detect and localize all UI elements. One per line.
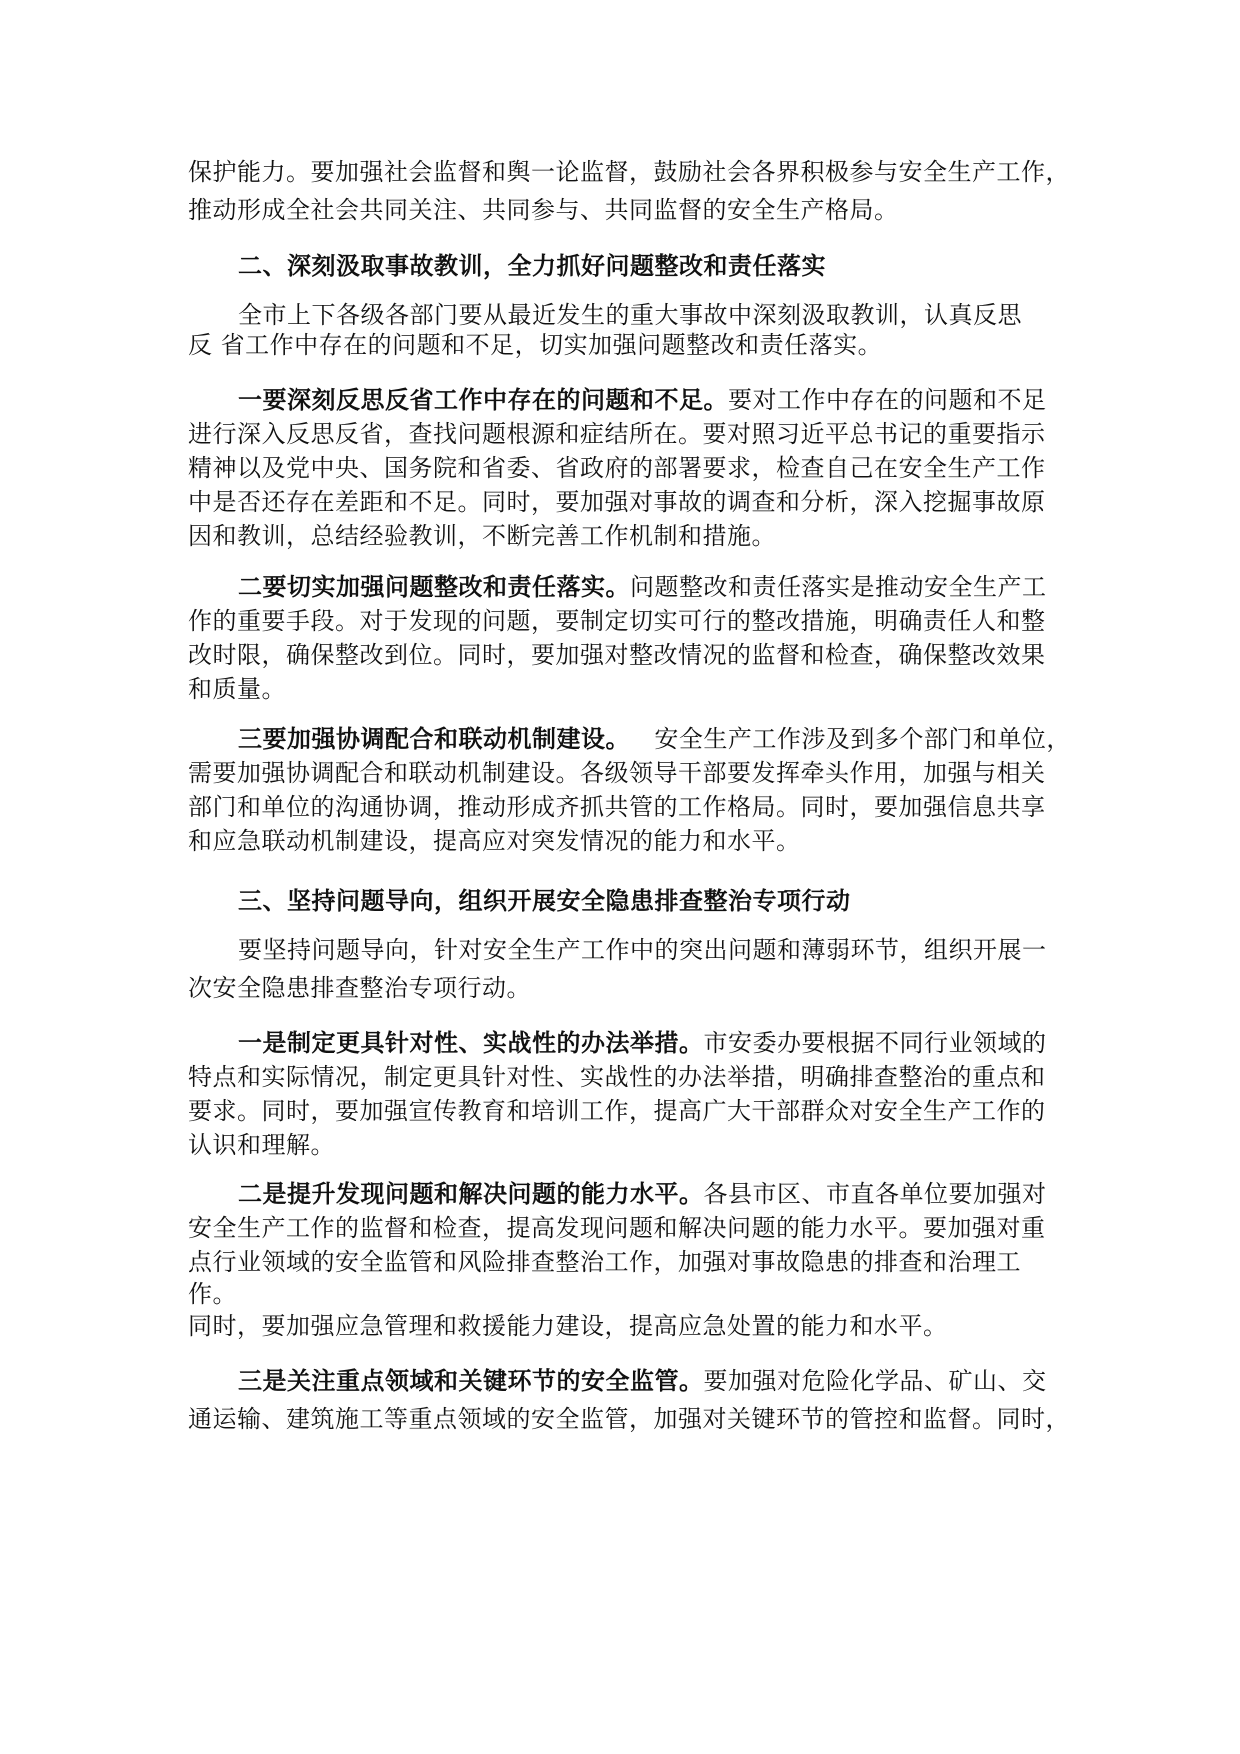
text-line: 进行深入反思反省，查找问题根源和症结所在。要对照习近平总书记的重要指示 [188,420,1046,448]
paragraph-lead: 二是提升发现问题和解决问题的能力水平。 [238,1179,704,1208]
text-line: 作。 [188,1280,237,1308]
text-line: 反 省工作中存在的问题和不足，切实加强问题整改和责任落实。 [188,331,883,359]
text-line: 全市上下各级各部门要从最近发生的重大事故中深刻汲取教训，认真反思 [238,301,1022,329]
text-line: 认识和理解。 [188,1131,335,1159]
text-line: 要坚持问题导向，针对安全生产工作中的突出问题和薄弱环节，组织开展一 [238,936,1047,964]
paragraph-text: 安全生产工作涉及到多个部门和单位， [630,725,1071,753]
paragraph-lead: 一要深刻反思反省工作中存在的问题和不足。 [238,385,728,414]
heading-text: 三、坚持问题导向，组织开展安全隐患排查整治专项行动 [238,886,851,915]
paragraph-lead: 一是制定更具针对性、实战性的办法举措。 [238,1028,704,1057]
section-intro [188,300,1068,360]
paragraph [188,1362,1068,1438]
paragraph [188,383,1068,553]
text-line: 和应急联动机制建设，提高应对突发情况的能力和水平。 [188,827,801,855]
text-line: 安全生产工作的监督和检查，提高发现问题和解决问题的能力水平。要加强对重 [188,1214,1046,1242]
text-line [188,722,1071,756]
text-line [188,1362,1068,1400]
paragraph-text: 各县市区、市直各单位要加强对 [703,1180,1047,1208]
text-line: 点行业领域的安全监管和风险排查整治工作，加强对事故隐患的排查和治理工 [188,1248,1021,1276]
paragraph-text: 问题整改和责任落实是推动安全生产工 [630,573,1047,601]
text-line: 和质量。 [188,675,286,703]
text-line: 需要加强协调配合和联动机制建设。各级领导干部要发挥牵头作用，加强与相关 [188,759,1046,787]
text-line: 要求。同时，要加强宣传教育和培训工作，提高广大干部群众对安全生产工作的 [188,1097,1046,1125]
paragraph [188,1026,1068,1162]
text-line: 推动形成全社会共同关注、共同参与、共同监督的安全生产格局。 [188,196,899,224]
paragraph [188,722,1071,858]
paragraph-lead: 三要加强协调配合和联动机制建设。 [238,724,630,753]
text-line: 精神以及党中央、国务院和省委、省政府的部署要求，检查自己在安全生产工作 [188,454,1046,482]
heading-text: 二、深刻汲取事故教训，全力抓好问题整改和责任落实 [238,251,826,280]
paragraph [188,570,1068,706]
text-line: 通运输、建筑施工等重点领域的安全监管，加强对关键环节的管控和监督。同时， [188,1405,1070,1433]
paragraph-text: 要对工作中存在的问题和不足 [728,386,1047,414]
text-line: 保护能力。要加强社会监督和舆一论监督，鼓励社会各界积极参与安全生产工作， [188,158,1070,186]
text-line: 中是否还存在差距和不足。同时，要加强对事故的调查和分析，深入挖掘事故原 [188,488,1046,516]
section-intro [188,931,1068,1007]
text-line: 部门和单位的沟通协调，推动形成齐抓共管的工作格局。同时，要加强信息共享 [188,793,1046,821]
section-heading [188,884,1118,918]
text-line: 改时限，确保整改到位。同时，要加强对整改情况的监督和检查，确保整改效果 [188,641,1046,669]
text-line: 作的重要手段。对于发现的问题，要制定切实可行的整改措施，明确责任人和整 [188,607,1046,635]
intro-paragraph [188,153,1068,229]
text-line: 同时，要加强应急管理和救援能力建设，提高应急处置的能力和水平。 [188,1312,948,1340]
paragraph [188,1177,1068,1343]
text-line [188,570,1068,604]
paragraph-lead: 三是关注重点领域和关键环节的安全监管。 [238,1366,704,1395]
paragraph-text: 市安委办要根据不同行业领域的 [703,1029,1047,1057]
text-line: 特点和实际情况，制定更具针对性、实战性的办法举措，明确排查整治的重点和 [188,1063,1046,1091]
paragraph-text: 要加强对危险化学品、矿山、交 [703,1367,1047,1395]
text-line [188,1026,1068,1060]
text-line [188,1177,1068,1211]
text-line: 次安全隐患排查整治专项行动。 [188,974,531,1002]
paragraph-lead: 二要切实加强问题整改和责任落实。 [238,572,630,601]
section-heading [188,249,1118,283]
text-line [188,383,1068,417]
text-line: 因和教训，总结经验教训，不断完善工作机制和措施。 [188,522,776,550]
